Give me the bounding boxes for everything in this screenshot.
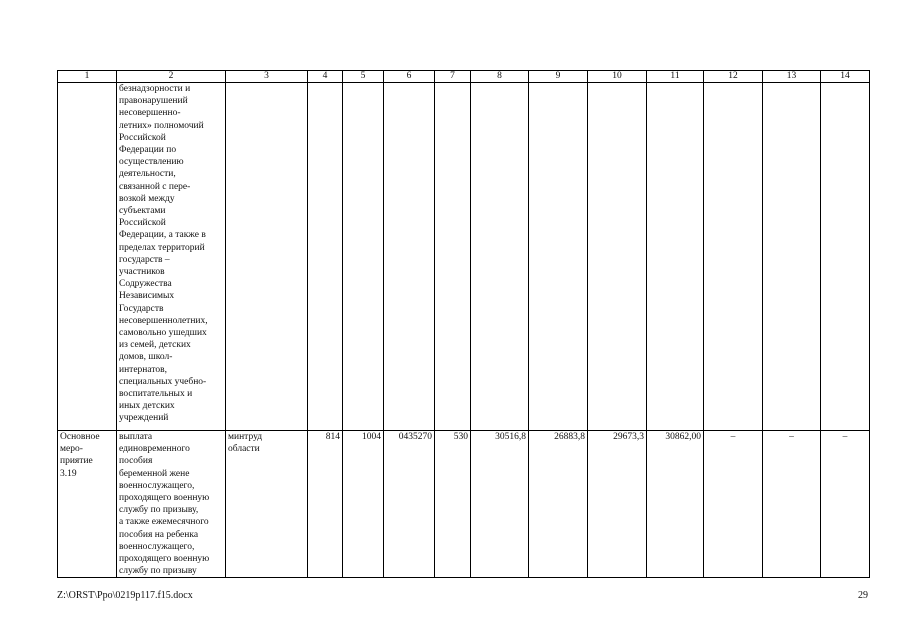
table-cell: [763, 83, 821, 431]
column-header-7: 7: [435, 71, 471, 83]
column-header-4: 4: [308, 71, 343, 83]
table-cell-col12: –: [704, 431, 763, 578]
table-cell: [821, 83, 870, 431]
column-header-13: 13: [763, 71, 821, 83]
budget-table: [57, 70, 870, 578]
table-cell: [308, 83, 343, 431]
table-row-continuation: [58, 83, 870, 431]
table-cell: [343, 83, 384, 431]
footer-page-number: 29: [858, 590, 868, 601]
table-cell-col5: 1004: [343, 431, 384, 578]
table-cell-col8: 30516,8: [471, 431, 529, 578]
column-header-8: 8: [471, 71, 529, 83]
column-header-1: 1: [58, 71, 117, 83]
table-cell-col14: –: [821, 431, 870, 578]
footer-file-path: Z:\ORST\Ppo\0219p117.f15.docx: [57, 590, 193, 601]
column-header-14: 14: [821, 71, 870, 83]
table-cell: [704, 83, 763, 431]
table-cell: [58, 83, 117, 431]
table-cell: [384, 83, 435, 431]
column-header-3: 3: [226, 71, 308, 83]
column-header-10: 10: [588, 71, 647, 83]
table-cell-col6: 0435270: [384, 431, 435, 578]
column-header-5: 5: [343, 71, 384, 83]
table-cell-col11: 30862,00: [647, 431, 704, 578]
table-cell-col13: –: [763, 431, 821, 578]
table-cell-col10: 29673,3: [588, 431, 647, 578]
table-cell: [647, 83, 704, 431]
table-cell-description: безнадзорности и правонарушений несовершенно- летних» полномочий Российской Федерации по осуществлению деятельности, связанной с пере- возкой между субъектами Российской Федерации, а также в пределах территорий государств – участников Содружества Независимых Государств несовершеннолетних, самовольно ушедших из семей, детских домов, школ- интернатов, специальных учебно- воспитательных и иных детских учреждений: [117, 83, 226, 431]
header-row: [58, 71, 870, 83]
table-cell: [435, 83, 471, 431]
table-cell: [226, 83, 308, 431]
table-cell-executor: минтруд области: [226, 431, 308, 578]
table-cell: [588, 83, 647, 431]
table-cell-col4: 814: [308, 431, 343, 578]
table-row-measure-3-19: [58, 431, 870, 578]
table-cell-description: выплата единовременного пособия беременной жене военнослужащего, проходящего военную службу по призыву, а также ежемесячного пособия на ребенка военнослужащего, проходящего военную службу по призыву: [117, 431, 226, 578]
table-cell-col7: 530: [435, 431, 471, 578]
column-header-12: 12: [704, 71, 763, 83]
table-cell: [529, 83, 588, 431]
column-header-6: 6: [384, 71, 435, 83]
column-header-11: 11: [647, 71, 704, 83]
table-cell-col9: 26883,8: [529, 431, 588, 578]
column-header-9: 9: [529, 71, 588, 83]
column-header-2: 2: [117, 71, 226, 83]
table-cell-measure: Основное меро- приятие 3.19: [58, 431, 117, 578]
table-cell: [471, 83, 529, 431]
